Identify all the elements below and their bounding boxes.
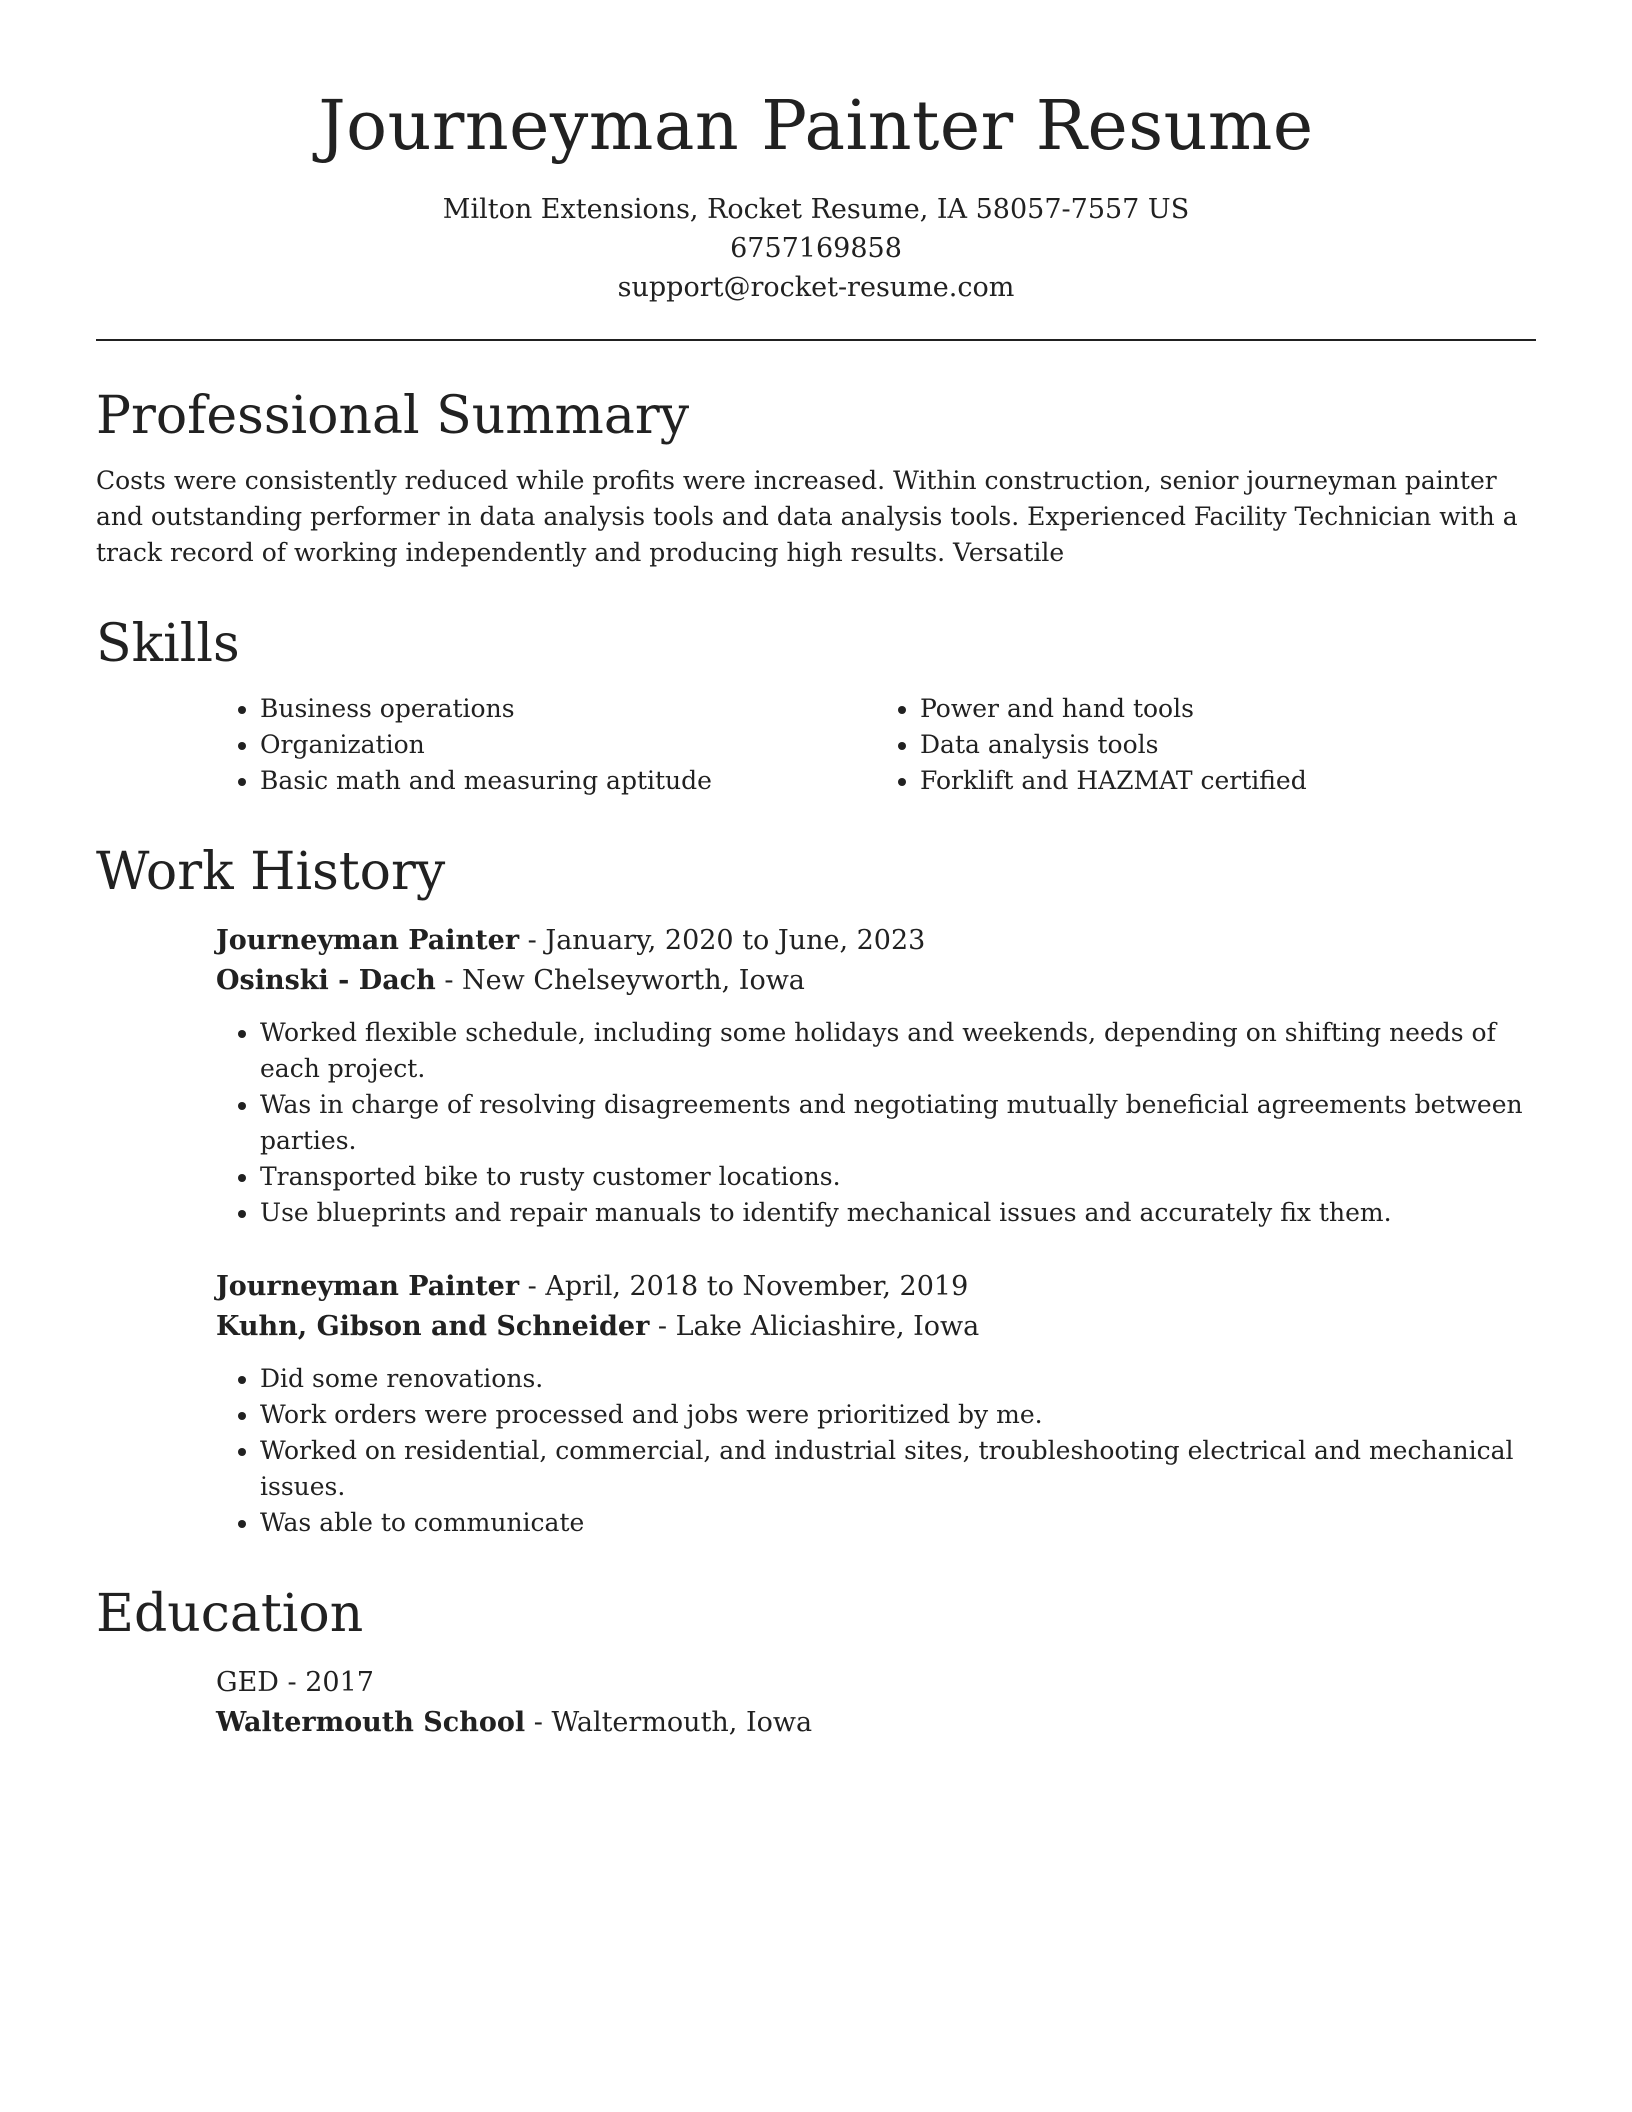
job-bullet: • Worked on residential, commercial, and industrial sites, troubleshooting electrical and mechanical issues. <box>260 1433 1536 1505</box>
section-professional-summary <box>96 383 1536 571</box>
job-bullet: • Use blueprints and repair manuals to identify mechanical issues and accurately fix them. <box>260 1195 1536 1231</box>
job-entry <box>216 1267 1536 1541</box>
job-bullet: • Worked flexible schedule, including some holidays and weekends, depending on shifting needs of each project. <box>260 1015 1536 1087</box>
education-degree: GED - 2017 <box>216 1667 374 1698</box>
job-company-line <box>216 961 1536 1001</box>
job-title-line <box>216 921 1536 961</box>
skill-item: • Organization <box>260 727 876 763</box>
contact-address: Milton Extensions, Rocket Resume, IA 58057-7557 US <box>442 194 1190 225</box>
skill-item: • Power and hand tools <box>920 691 1536 727</box>
job-title: Journeyman Painter <box>216 1271 520 1302</box>
resume-header <box>96 0 1536 307</box>
skill-item: • Business operations <box>260 691 876 727</box>
skills-grid <box>216 691 1536 799</box>
job-entry <box>216 921 1536 1231</box>
job-bullet: • Was in charge of resolving disagreements and negotiating mutually beneficial agreements between parties. <box>260 1087 1536 1159</box>
education-location: - Waltermouth, Iowa <box>525 1707 813 1738</box>
section-heading-education: Education <box>96 1584 364 1644</box>
section-heading-summary: Professional Summary <box>96 386 690 446</box>
job-bullet: • Transported bike to rusty customer locations. <box>260 1159 1536 1195</box>
job-location: - Lake Aliciashire, Iowa <box>649 1311 980 1342</box>
contact-block <box>96 190 1536 307</box>
skill-item: • Basic math and measuring aptitude <box>260 763 876 799</box>
education-school-line <box>216 1703 1536 1743</box>
job-company-line <box>216 1307 1536 1347</box>
header-divider <box>96 339 1536 341</box>
job-location: - New Chelseyworth, Iowa <box>435 965 805 996</box>
job-bullet: • Did some renovations. <box>260 1361 1536 1397</box>
section-work-history <box>96 839 1536 1541</box>
job-dates: - April, 2018 to November, 2019 <box>519 1271 969 1302</box>
contact-phone: 6757169858 <box>730 233 902 264</box>
section-skills <box>96 611 1536 799</box>
job-title: Journeyman Painter <box>216 925 520 956</box>
section-heading-skills: Skills <box>96 614 240 674</box>
skills-column-2 <box>876 691 1536 799</box>
job-company: Osinski - Dach <box>216 965 436 996</box>
job-title-line <box>216 1267 1536 1307</box>
job-bullet: • Work orders were processed and jobs were prioritized by me. <box>260 1397 1536 1433</box>
job-bullet: • Was able to communicate <box>260 1505 1536 1541</box>
job-dates: - January, 2020 to June, 2023 <box>519 925 926 956</box>
job-company: Kuhn, Gibson and Schneider <box>216 1311 650 1342</box>
section-heading-work: Work History <box>96 842 446 902</box>
skill-item: • Forklift and HAZMAT certified <box>920 763 1536 799</box>
section-education <box>96 1581 1536 1743</box>
contact-email: support@rocket-resume.com <box>617 272 1015 303</box>
job-bullets <box>216 1015 1536 1231</box>
education-school: Waltermouth School <box>216 1707 526 1738</box>
summary-text: Costs were consistently reduced while profits were increased. Within construction, senior journeyman painter and outstanding performer in data analysis tools and data analysis tools. Experienced Facility Technician with a track record of working independently and producing high results. Versatile <box>96 466 1518 567</box>
education-entry <box>216 1663 1536 1743</box>
resume-title: Journeyman Painter Resume <box>318 87 1314 166</box>
skills-column-1 <box>216 691 876 799</box>
skill-item: • Data analysis tools <box>920 727 1536 763</box>
job-bullets <box>216 1361 1536 1541</box>
